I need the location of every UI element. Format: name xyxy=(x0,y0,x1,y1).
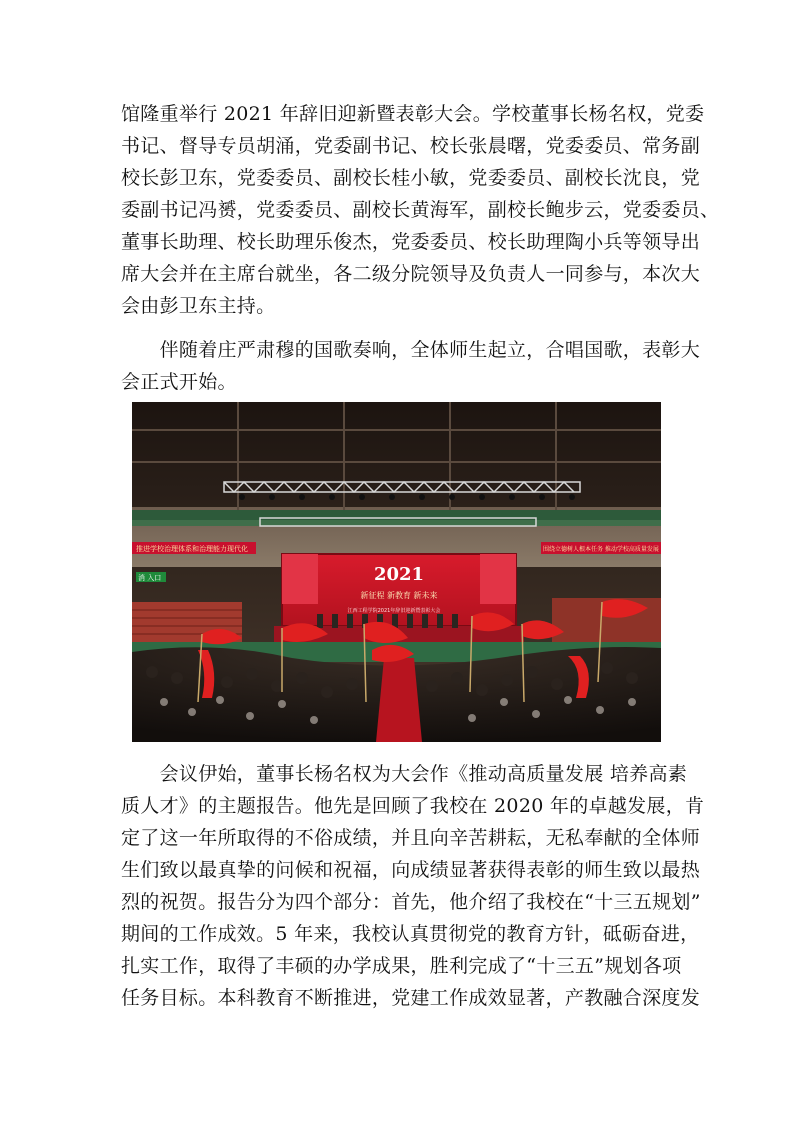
banner-right-text: 围绕立德树人根本任务 推动学校高质量发展 xyxy=(543,546,659,553)
text-line: 任务目标。本科教育不断推进，党建工作成效显著，产教融合深度发 xyxy=(121,987,701,1009)
text-line: 会正式开始。 xyxy=(121,371,237,393)
ceremony-photo xyxy=(132,402,661,742)
text-line: 校长彭卫东，党委委员、副校长桂小敏，党委委员、副校长沈良，党 xyxy=(121,167,701,189)
text-line: 伴随着庄严肃穆的国歌奏响，全体师生起立，合唱国歌，表彰大 xyxy=(121,339,701,361)
text-line: 会由彭卫东主持。 xyxy=(121,295,276,317)
text-line: 馆隆重举行 2021 年辞旧迎新暨表彰大会。学校董事长杨名权，党委 xyxy=(121,103,705,125)
banner-left-text: 推进学校治理体系和治理能力现代化 xyxy=(136,545,248,553)
text-line: 董事长助理、校长助理乐俊杰，党委委员、校长助理陶小兵等领导出 xyxy=(121,231,701,253)
text-line: 期间的工作成效。5 年来，我校认真贯彻党的教育方针，砥砺奋进， xyxy=(121,923,700,945)
text-line: 质人才》的主题报告。他先是回顾了我校在 2020 年的卓越发展，肯 xyxy=(121,795,705,817)
paragraph-anthem xyxy=(121,334,701,398)
text-line: 生们致以最真挚的问候和祝福，向成绩显著获得表彰的师生致以最热 xyxy=(121,859,701,881)
screen-subtitle-text: 江西工程学院2021年辞旧迎新暨表彰大会 xyxy=(347,608,441,614)
screen-year-text: 2021 xyxy=(373,564,425,585)
paragraph-report xyxy=(121,758,705,1014)
exit-sign-text: 消 入口 xyxy=(138,574,162,582)
text-line: 定了这一年所取得的不俗成绩，并且向辛苦耕耘，无私奉献的全体师 xyxy=(121,827,701,849)
text-line: 会议伊始，董事长杨名权为大会作《推动高质量发展 培养高素 xyxy=(121,763,688,785)
text-line: 扎实工作，取得了丰硕的办学成果，胜利完成了“十三五”规划各项 xyxy=(121,955,682,977)
paragraph-attendees xyxy=(121,98,720,322)
text-line: 烈的祝贺。报告分为四个部分：首先，他介绍了我校在“十三五规划” xyxy=(121,891,701,913)
text-line: 委副书记冯赟，党委委员、副校长黄海军，副校长鲍步云，党委委员、 xyxy=(121,199,720,221)
text-line: 书记、督导专员胡涌，党委副书记、校长张晨曙，党委委员、常务副 xyxy=(121,135,701,157)
screen-slogan-text: 新征程 新教育 新未来 xyxy=(360,591,438,600)
text-line: 席大会并在主席台就坐，各二级分院领导及负责人一同参与，本次大 xyxy=(121,263,701,285)
